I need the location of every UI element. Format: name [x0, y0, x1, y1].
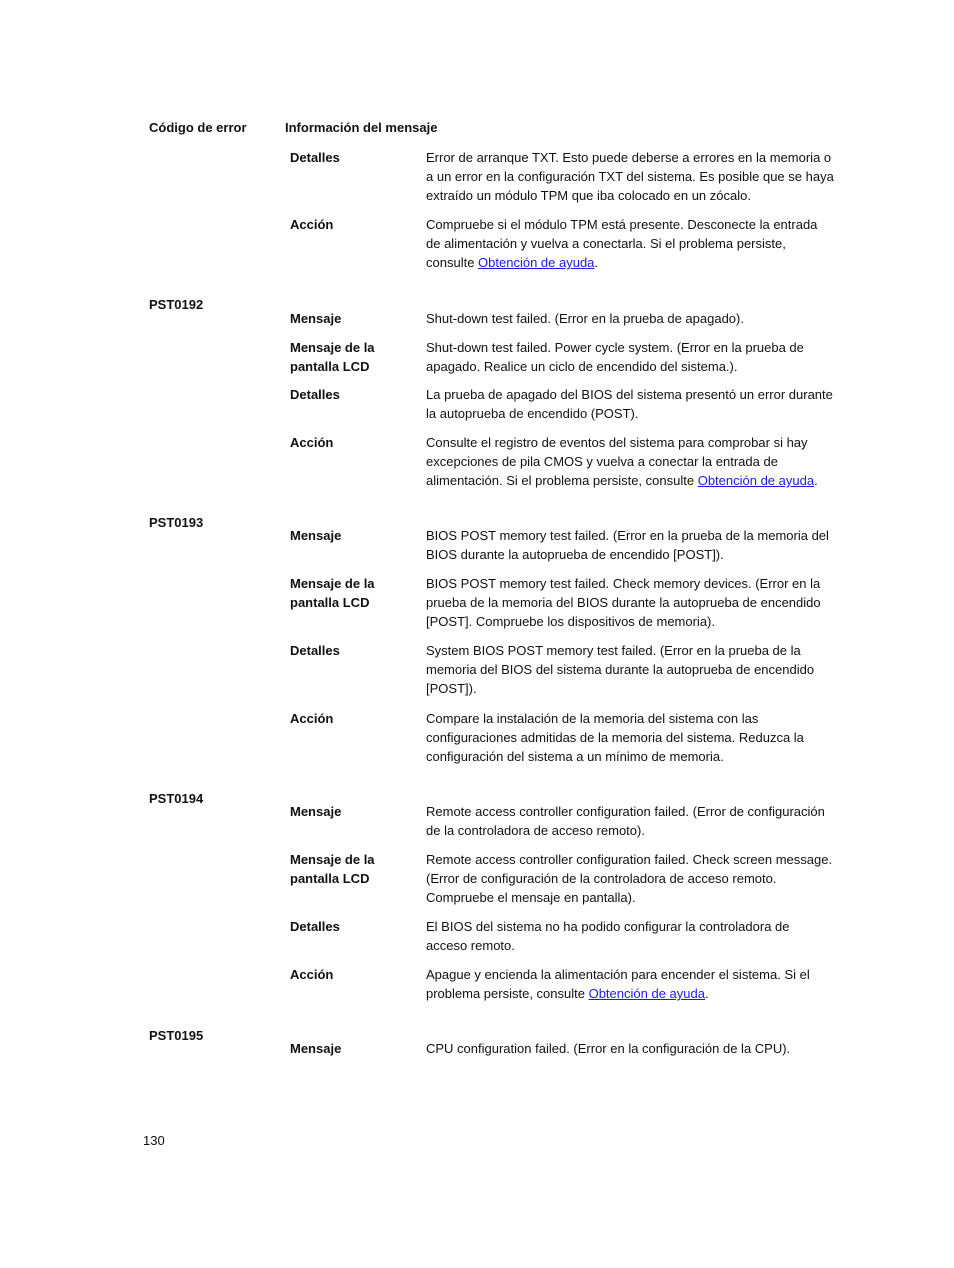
field-value-action — [426, 215, 834, 272]
action-text: Apague y encienda la alimentación para encender el sistema. Si el problema persiste, consulte — [426, 967, 810, 1001]
field-value-message: Remote access controller configuration failed. (Error de configuración de la controladora de acceso remoto). — [426, 804, 825, 838]
field-value-details: Error de arranque TXT. Esto puede deberse a errores en la memoria o a un error en la configuración TXT del sistema. Es posible que se haya extraído un módulo TPM que iba colocado en un zócalo. — [426, 150, 834, 203]
action-suffix: . — [704, 986, 709, 1001]
page-number: 130 — [143, 1133, 165, 1148]
action-suffix: . — [814, 473, 818, 488]
field-label-lcd: Mensaje de la pantalla LCD — [290, 576, 375, 610]
field-value-lcd: Shut-down test failed. Power cycle system. (Error en la prueba de apagado. Realice un ciclo de encendido del sistema.). — [426, 340, 804, 374]
field-value-message: Shut-down test failed. (Error en la prueba de apagado). — [426, 311, 744, 326]
field-value-details: La prueba de apagado del BIOS del sistema presentó un error durante la autoprueba de encendido (POST). — [426, 387, 833, 421]
help-link[interactable]: Obtención de ayuda — [588, 986, 705, 1001]
field-label-action: Acción — [290, 435, 334, 450]
column-header-message-info: Información del mensaje — [285, 120, 438, 135]
field-value-message: BIOS POST memory test failed. (Error en la prueba de la memoria del BIOS durante la autoprueba de encendido [POST]). — [426, 528, 829, 562]
field-label-message: Mensaje — [290, 804, 342, 819]
error-code-pst0195: PST0195 — [149, 1028, 204, 1043]
field-label-action: Acción — [290, 711, 334, 726]
field-value-details: System BIOS POST memory test failed. (Error en la prueba de la memoria del BIOS del sistema durante la autoprueba de encendido [POST]). — [426, 643, 815, 696]
action-text: Compruebe si el módulo TPM está presente. Desconecte la entrada de alimentación y vuelva a conectarla. Si el problema persiste, consulte — [426, 217, 818, 270]
field-value-action: Compare la instalación de la memoria del sistema con las configuraciones admitidas de la memoria del sistema. Reduzca la configuración del sistema a un mínimo de memoria. — [426, 711, 804, 764]
field-label-message: Mensaje — [290, 528, 342, 543]
column-header-error-code: Código de error — [149, 120, 247, 135]
field-value-details: El BIOS del sistema no ha podido configurar la controladora de acceso remoto. — [426, 919, 790, 953]
action-text: Consulte el registro de eventos del sistema para comprobar si hay excepciones de pila CMOS y vuelva a conectar la entrada de alimentación. Si el problema persiste, consulte — [426, 435, 808, 488]
field-label-details: Detalles — [290, 643, 340, 658]
help-link[interactable]: Obtención de ayuda — [697, 473, 815, 488]
field-label-details: Detalles — [290, 387, 340, 402]
field-label-lcd: Mensaje de la pantalla LCD — [290, 852, 375, 886]
field-label-lcd: Mensaje de la pantalla LCD — [290, 340, 375, 374]
field-label-action: Acción — [290, 967, 334, 982]
field-label-message: Mensaje — [290, 311, 342, 326]
field-value-message: CPU configuration failed. (Error en la configuración de la CPU). — [426, 1041, 791, 1056]
field-value-lcd: Remote access controller configuration failed. Check screen message. (Error de configuración de la controladora de acceso remoto. Compruebe el mensaje en pantalla). — [426, 852, 833, 905]
field-label-message: Mensaje — [290, 1041, 342, 1056]
field-label-details: Detalles — [290, 919, 340, 934]
field-value-action — [426, 965, 834, 1003]
field-value-action — [426, 433, 834, 490]
error-code-pst0193: PST0193 — [149, 515, 204, 530]
action-suffix: . — [594, 255, 599, 270]
field-value-lcd: BIOS POST memory test failed. Check memory devices. (Error en la prueba de la memoria del BIOS durante la autoprueba de encendido [POST]. Compruebe los dispositivos de memoria). — [426, 576, 821, 629]
error-code-pst0194: PST0194 — [149, 791, 204, 806]
help-link[interactable]: Obtención de ayuda — [478, 255, 595, 270]
error-code-pst0192: PST0192 — [149, 297, 204, 312]
field-label-details: Detalles — [290, 150, 340, 165]
field-label-action: Acción — [290, 217, 334, 232]
